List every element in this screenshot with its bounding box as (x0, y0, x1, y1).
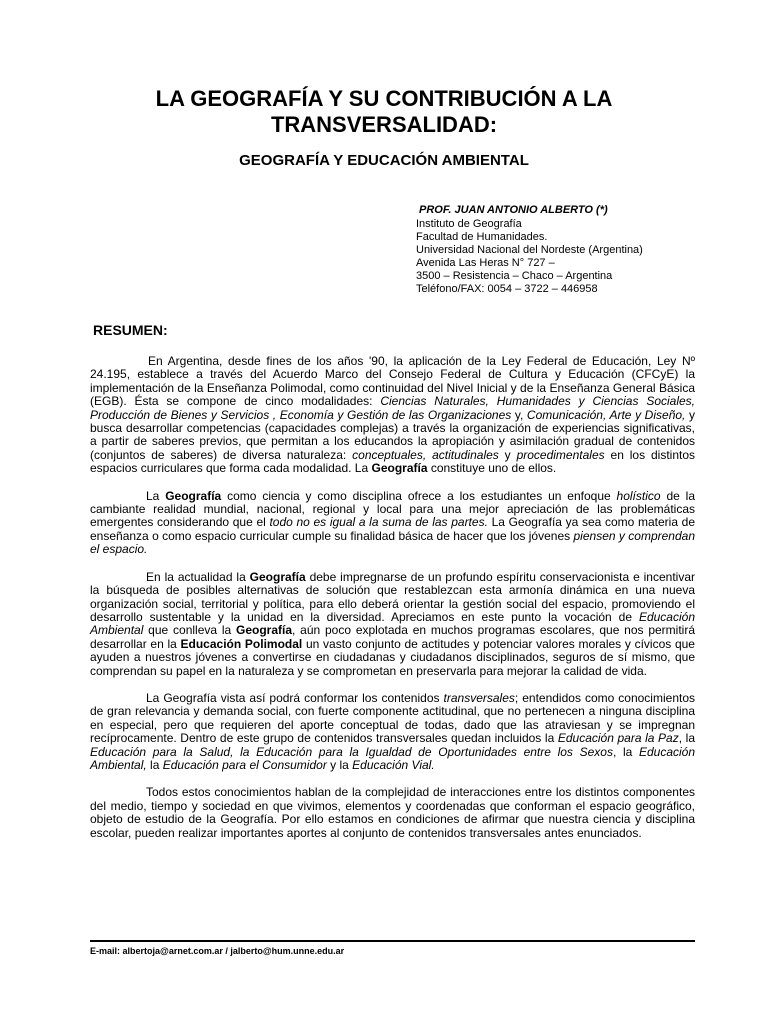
title-line-2: TRANSVERSALIDAD: (270, 112, 498, 137)
text-run-italic: Educación Ambiental, (90, 744, 696, 772)
text-run: , la (612, 744, 639, 759)
text-run-italic: Educación Vial. (352, 757, 435, 772)
text-run: Todos estos conocimientos hablan de la complejidad de interacciones entre los distintos componentes del medio, tiempo y sociedad en que vivimos, elementos y coordenadas que conforman el espacio geográfico, objeto de estudio de la Geografía. Por ello estamos en condiciones de afirmar que nuestra ciencia y disciplina escolar, pueden realizar importantes aportes al conjunto de contenidos transversales antes enunciados. (90, 785, 695, 840)
resumen-heading: RESUMEN: (93, 322, 168, 338)
author-line: Instituto de Geografía (416, 218, 522, 230)
text-run-bold: Educación Polimodal (180, 636, 303, 651)
text-run-italic: holístico (616, 488, 661, 503)
paragraph-1 (90, 355, 695, 476)
author-line: 3500 – Resistencia – Chaco – Argentina (416, 270, 613, 282)
text-run-bold: Geografía (371, 461, 428, 476)
text-run: de la cambiante realidad mundial, nacional, regional y local para una mejor apreciación de las problemáticas emergentes considerando que el (90, 488, 696, 530)
text-run: como ciencia y como disciplina ofrece a los estudiantes un enfoque (221, 488, 617, 503)
author-block (416, 204, 643, 296)
paragraph-5 (90, 786, 695, 840)
text-run-bold: Geografía (249, 569, 306, 584)
text-run: La Geografía ya sea como materia de enseñanza o como espacio curricular cumple su finalidad básica de hacer que los jóvenes (90, 515, 696, 543)
text-run: , la (678, 731, 696, 746)
title-line-1: LA GEOGRAFÍA Y SU CONTRIBUCIÓN A LA (155, 86, 613, 111)
email-label: E-mail: (90, 946, 121, 956)
author-line: Avenida Las Heras N° 727 – (416, 257, 555, 269)
text-run: , aún poco explotada en muchos programas escolares, que nos permitirá desarrollar en la (90, 623, 696, 651)
text-run: la (146, 757, 163, 772)
text-run: que conlleva la (143, 623, 237, 638)
text-run: un vasto conjunto de actitudes y potenciar valores morales y cívicos que ayuden a nuestros jóvenes a convertirse en ciudadanas y ciudadanos disciplinados, seguros de sí mismo, que comprendan su papel en la naturaleza y se comprometan en preservarla para mejorar la calidad de vida. (90, 636, 695, 678)
text-run-italic: todo no es igual a la suma de las partes. (269, 515, 488, 530)
author-line: Universidad Nacional del Nordeste (Argentina) (416, 244, 643, 256)
document-subtitle: GEOGRAFÍA Y EDUCACIÓN AMBIENTAL (239, 152, 529, 169)
text-run-bold: Geografía (236, 623, 293, 638)
text-run: La Geografía vista así podrá conformar los contenidos (146, 690, 444, 705)
text-run-italic: Educación para la Paz (557, 731, 679, 746)
author-line: Teléfono/FAX: 0054 – 3722 – 446958 (416, 283, 598, 295)
text-run-italic: conceptuales, actitudinales (352, 447, 499, 462)
abstract-body (90, 355, 695, 854)
author-line: Facultad de Humanidades. (416, 231, 548, 243)
text-run-italic: transversales (443, 690, 515, 705)
text-run: debe impregnarse de un profundo espíritu conservacionista e incentivar la búsqueda de posibles alternativas de solución que restablezcan esta armonía dinámica en una nueva organización social, territorial y política, para ello deberá orientar la gestión social del espacio, promoviendo el desarrollo sustentable y la unidad en la diversidad. Apreciamos en este punto la vocación de (90, 569, 696, 624)
text-run-bold: Geografía (165, 488, 222, 503)
text-run-italic: piensen y comprendan el espacio. (90, 528, 695, 557)
text-run: en los distintos espacios curriculares que forma cada modalidad. La (90, 447, 696, 476)
paragraph-2 (90, 490, 695, 557)
text-run: constituye uno de ellos. (427, 461, 557, 476)
text-run: En la actualidad la (146, 569, 250, 584)
paragraph-4 (90, 692, 695, 772)
text-run-italic: procedimentales (516, 447, 605, 462)
text-run-italic: Comunicación, Arte y Diseño, (526, 407, 686, 422)
text-run: y busca desarrollar competencias (capacidades complejas) a través la organización de experiencias significativas, a partir de saberes previos, que permitan a los educandos la apropiación y asimilación gradual de contenidos (conjuntos de saberes) de diversa naturaleza: (90, 407, 695, 462)
text-run: y (498, 447, 517, 462)
author-name: PROF. JUAN ANTONIO ALBERTO (*) (419, 204, 608, 216)
text-run: y, (511, 407, 527, 422)
text-run-italic: Educación Ambiental (90, 609, 695, 638)
text-run: En Argentina, desde fines de los años '90, la aplicación de la Ley Federal de Educación, Ley Nº 24.195, establece a través del Acuerdo Marco del Consejo Federal de Cultura y Educación (CFCyE) la implementación de la Enseñanza Polimodal, como continuidad del Nivel Inicial y de la Enseñanza General Básica (EGB). Ésta se compone de cinco modalidades: (90, 354, 695, 409)
paragraph-3 (90, 571, 695, 678)
text-run: y la (326, 757, 353, 772)
text-run-italic: Educación para la Salud, la Educación para la Igualdad de Oportunidades entre los Sexos (90, 744, 613, 759)
text-run: ; entendidos como conocimientos de gran relevancia y demanda social, con fuerte componente actitudinal, que no pertenecen a ninguna disciplina en especial, pero que requieren del aporte conceptual de todas, dado que las atraviesan y se impregnan recíprocamente. Dentro de este grupo de contenidos transversales quedan incluidos la (90, 690, 695, 746)
footer-email (90, 946, 344, 956)
text-run-italic: Ciencias Naturales, Humanidades y Ciencias Sociales, Producción de Bienes y Servicios , Economía y Gestión de las Organizaciones (90, 394, 696, 422)
text-run-italic: Educación para el Consumidor (162, 757, 327, 772)
email-addresses: albertoja@arnet.com.ar / jalberto@hum.unne.edu.ar (122, 946, 345, 956)
footer-divider (90, 940, 695, 942)
document-title (60, 86, 708, 138)
text-run: La (146, 488, 166, 503)
